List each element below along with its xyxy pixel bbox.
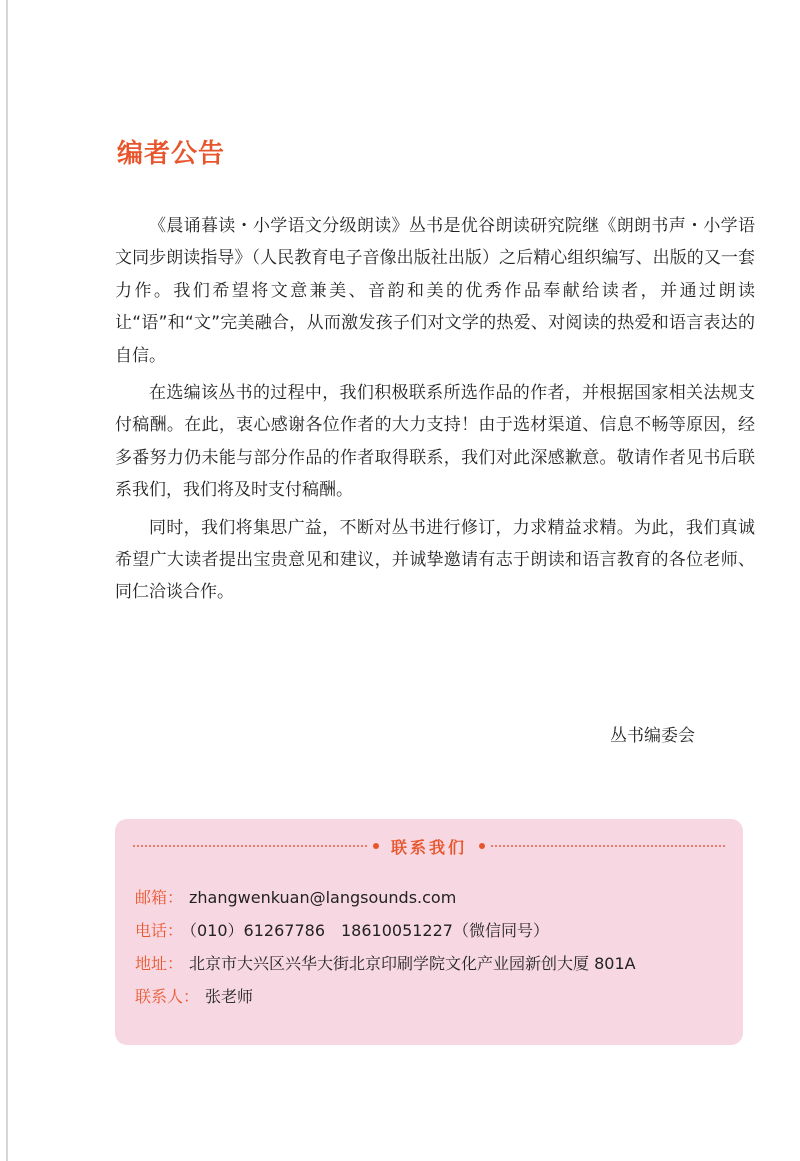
notice-paragraph-2: 在选编该丛书的过程中，我们积极联系所选作品的作者，并根据国家相关法规支付稿酬。在此，衷心感谢各位作者的大力支持！由于选材渠道、信息不畅等原因，经多番努力仍未能与部分作品的作者取得联系，我们对此深感歉意。敬请作者见书后联系我们，我们将及时支付稿酬。 <box>115 383 755 501</box>
contact-row-address <box>135 947 636 980</box>
contact-box <box>115 819 743 1045</box>
contact-row-phone <box>135 914 636 947</box>
email-value: zhangwenkuan@langsounds.com <box>189 888 457 907</box>
page-edge-line <box>6 0 8 1161</box>
header-dot-right-icon <box>479 843 485 849</box>
person-label: 联系人： <box>135 987 200 1006</box>
person-value: 张老师 <box>205 987 254 1006</box>
email-label: 邮箱： <box>135 888 184 907</box>
address-value: 北京市大兴区兴华大街北京印刷学院文化产业园新创大厦 801A <box>189 954 636 973</box>
signature: 丛书编委会 <box>610 726 695 746</box>
contact-row-person <box>135 980 636 1013</box>
header-dot-left-icon <box>373 843 379 849</box>
address-label: 地址： <box>135 954 184 973</box>
contact-rows <box>135 881 636 1013</box>
contact-row-email <box>135 881 636 914</box>
phone-label: 电话： <box>135 921 184 940</box>
contact-title: 联系我们 <box>391 837 468 857</box>
page-title: 编者公告 <box>117 139 226 169</box>
header-dotted-line-left <box>133 845 367 847</box>
notice-body <box>115 210 755 609</box>
phone-value: （010）61267786 18610051227（微信同号） <box>189 921 549 940</box>
notice-paragraph-3: 同时，我们将集思广益，不断对丛书进行修订，力求精益求精。为此，我们真诚希望广大读者提出宝贵意见和建议，并诚挚邀请有志于朗读和语言教育的各位老师、同仁洽谈合作。 <box>115 517 755 603</box>
contact-header <box>133 833 725 859</box>
notice-paragraph-1: 《晨诵暮读・小学语文分级朗读》丛书是优谷朗读研究院继《朗朗书声・小学语文同步朗读指导》（人民教育电子音像出版社出版）之后精心组织编写、出版的又一套力作。我们希望将文意兼美、音韵和美的优秀作品奉献给读者，并通过朗读让“语”和“文”完美融合，从而激发孩子们对文学的热爱、对阅读的热爱和语言表达的自信。 <box>115 216 755 366</box>
header-dotted-line-right <box>491 845 725 847</box>
